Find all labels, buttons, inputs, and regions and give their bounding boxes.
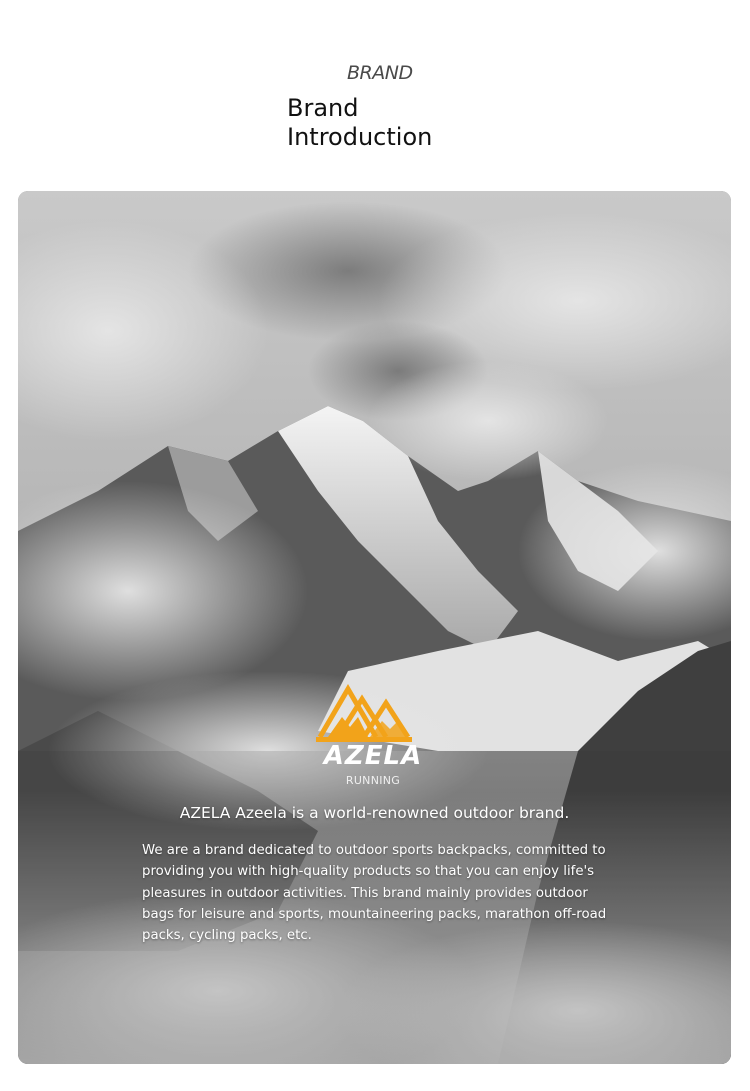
section-eyebrow: BRAND — [347, 62, 413, 84]
logo-subtitle: RUNNING — [345, 774, 401, 787]
section-title-line-1: Brand — [287, 94, 359, 122]
hero-mountain-image — [18, 191, 731, 1064]
azela-logo — [298, 681, 448, 791]
section-title-line-2: Introduction — [287, 123, 433, 151]
mountain-peaks-icon — [298, 681, 448, 743]
section-title — [287, 94, 432, 152]
brand-tagline: AZELA Azeela is a world-renowned outdoor brand. — [179, 804, 570, 822]
logo-wordmark: AZELA — [323, 741, 423, 771]
brand-description: We are a brand dedicated to outdoor sports backpacks, committed to providing you with high-quality products so that you can enjoy life's pleasures in outdoor activities. This brand mainly provides outdoor bags for leisure and sports, mountaineering packs, marathon off-road packs, cycling packs, etc. — [142, 843, 607, 944]
